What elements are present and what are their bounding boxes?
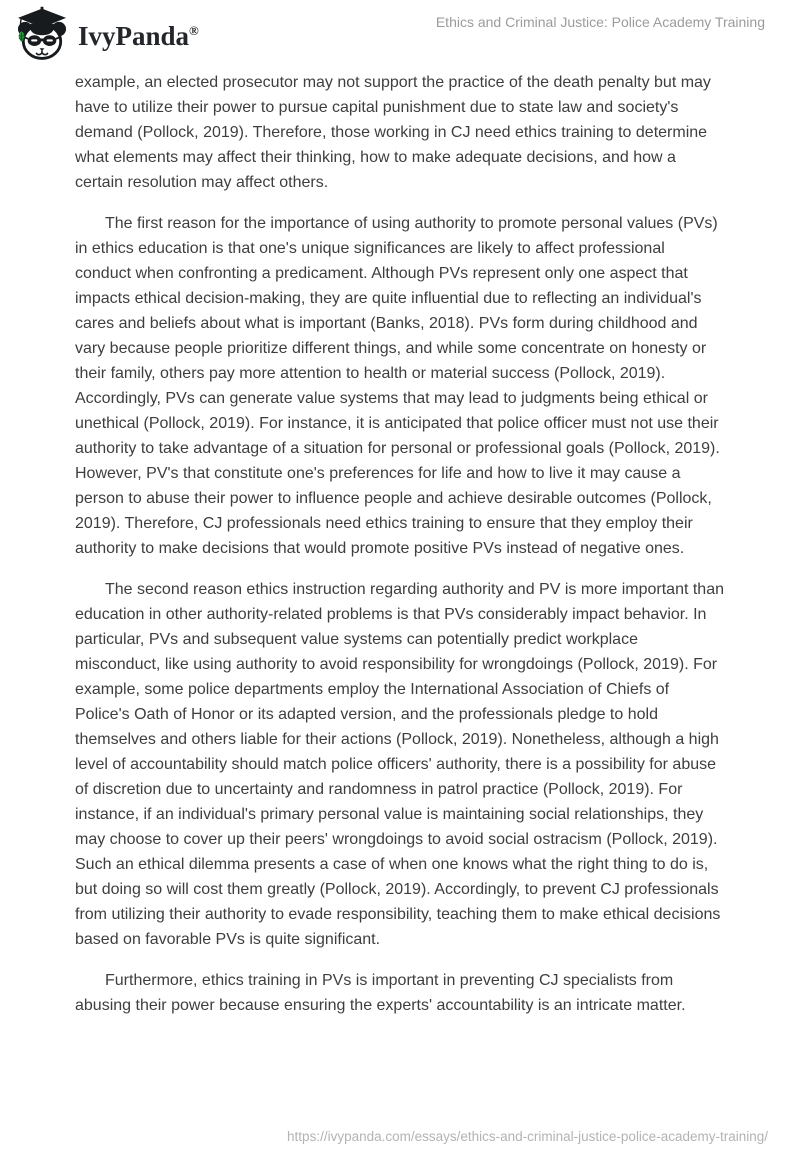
essay-paragraph: example, an elected prosecutor may not support the practice of the death penalty but may have to utilize their power to pursue capital punishment due to state law and society's demand (Pollock, 2019). Therefore, those working in CJ need ethics training to determine what elements may affect their thinking, how to make adequate decisions, and how a certain resolution may affect others. [75,74,711,191]
document-title: Ethics and Criminal Justice: Police Academy Training [435,14,765,30]
page-header [0,0,800,66]
registered-trademark-symbol: ® [189,23,199,38]
source-url: https://ivypanda.com/essays/ethics-and-criminal-justice-police-academy-training/ [287,1129,768,1144]
essay-body [75,70,725,1034]
panda-graduation-cap-icon [13,5,71,62]
essay-paragraph: The first reason for the importance of using authority to promote personal values (PVs) in ethics education is that one's unique significances are likely to affect professional conduct when confronting a predicament. Although PVs represent only one aspect that impacts ethical decision-making, they are quite influential due to reflecting an individual's cares and beliefs about what is important (Banks, 2018). PVs form during childhood and vary because people prioritize different things, and while some concentrate on honesty or their family, others pay more attention to health or material success (Pollock, 2019). Accordingly, PVs can generate value systems that may lead to judgments being ethical or unethical (Pollock, 2019). For instance, it is anticipated that police officer must not use their authority to take advantage of a situation for personal or professional goals (Pollock, 2019). However, PV's that constitute one's preferences for life and how to live it may cause a person to abuse their power to influence people and achieve desirable outcomes (Pollock, 2019). Therefore, CJ professionals need ethics training to ensure that they employ their authority to make decisions that would promote positive PVs instead of negative ones. [75,215,720,557]
logo-wordmark [78,17,199,50]
ivypanda-logo [13,5,199,62]
logo-text: IvyPanda [78,21,190,51]
essay-paragraph: Furthermore, ethics training in PVs is important in preventing CJ specialists from abusing their power because ensuring the experts' accountability is an intricate matter. [75,972,686,1014]
essay-paragraph: The second reason ethics instruction regarding authority and PV is more important than education in other authority-related problems is that PVs considerably impact behavior. In particular, PVs and subsequent value systems can potentially predict workplace misconduct, like using authority to avoid responsibility for wrongdoings (Pollock, 2019). For example, some police departments employ the International Association of Chiefs of Police's Oath of Honor or its adapted version, and the professionals pledge to hold themselves and others liable for their actions (Pollock, 2019). Nonetheless, although a high level of accountability should match police officers' authority, there is a possibility for abuse of discretion due to uncertainty and randomness in patrol practice (Pollock, 2019). For instance, if an individual's primary personal value is maintaining social relationships, they may choose to cover up their peers' wrongdoings to avoid social ostracism (Pollock, 2019). Such an ethical dilemma presents a case of when one knows what the right thing to do is, but doing so will cost them greatly (Pollock, 2019). Accordingly, to prevent CJ professionals from utilizing their authority to evade responsibility, teaching them to make ethical decisions based on favorable PVs is quite significant. [75,581,724,948]
